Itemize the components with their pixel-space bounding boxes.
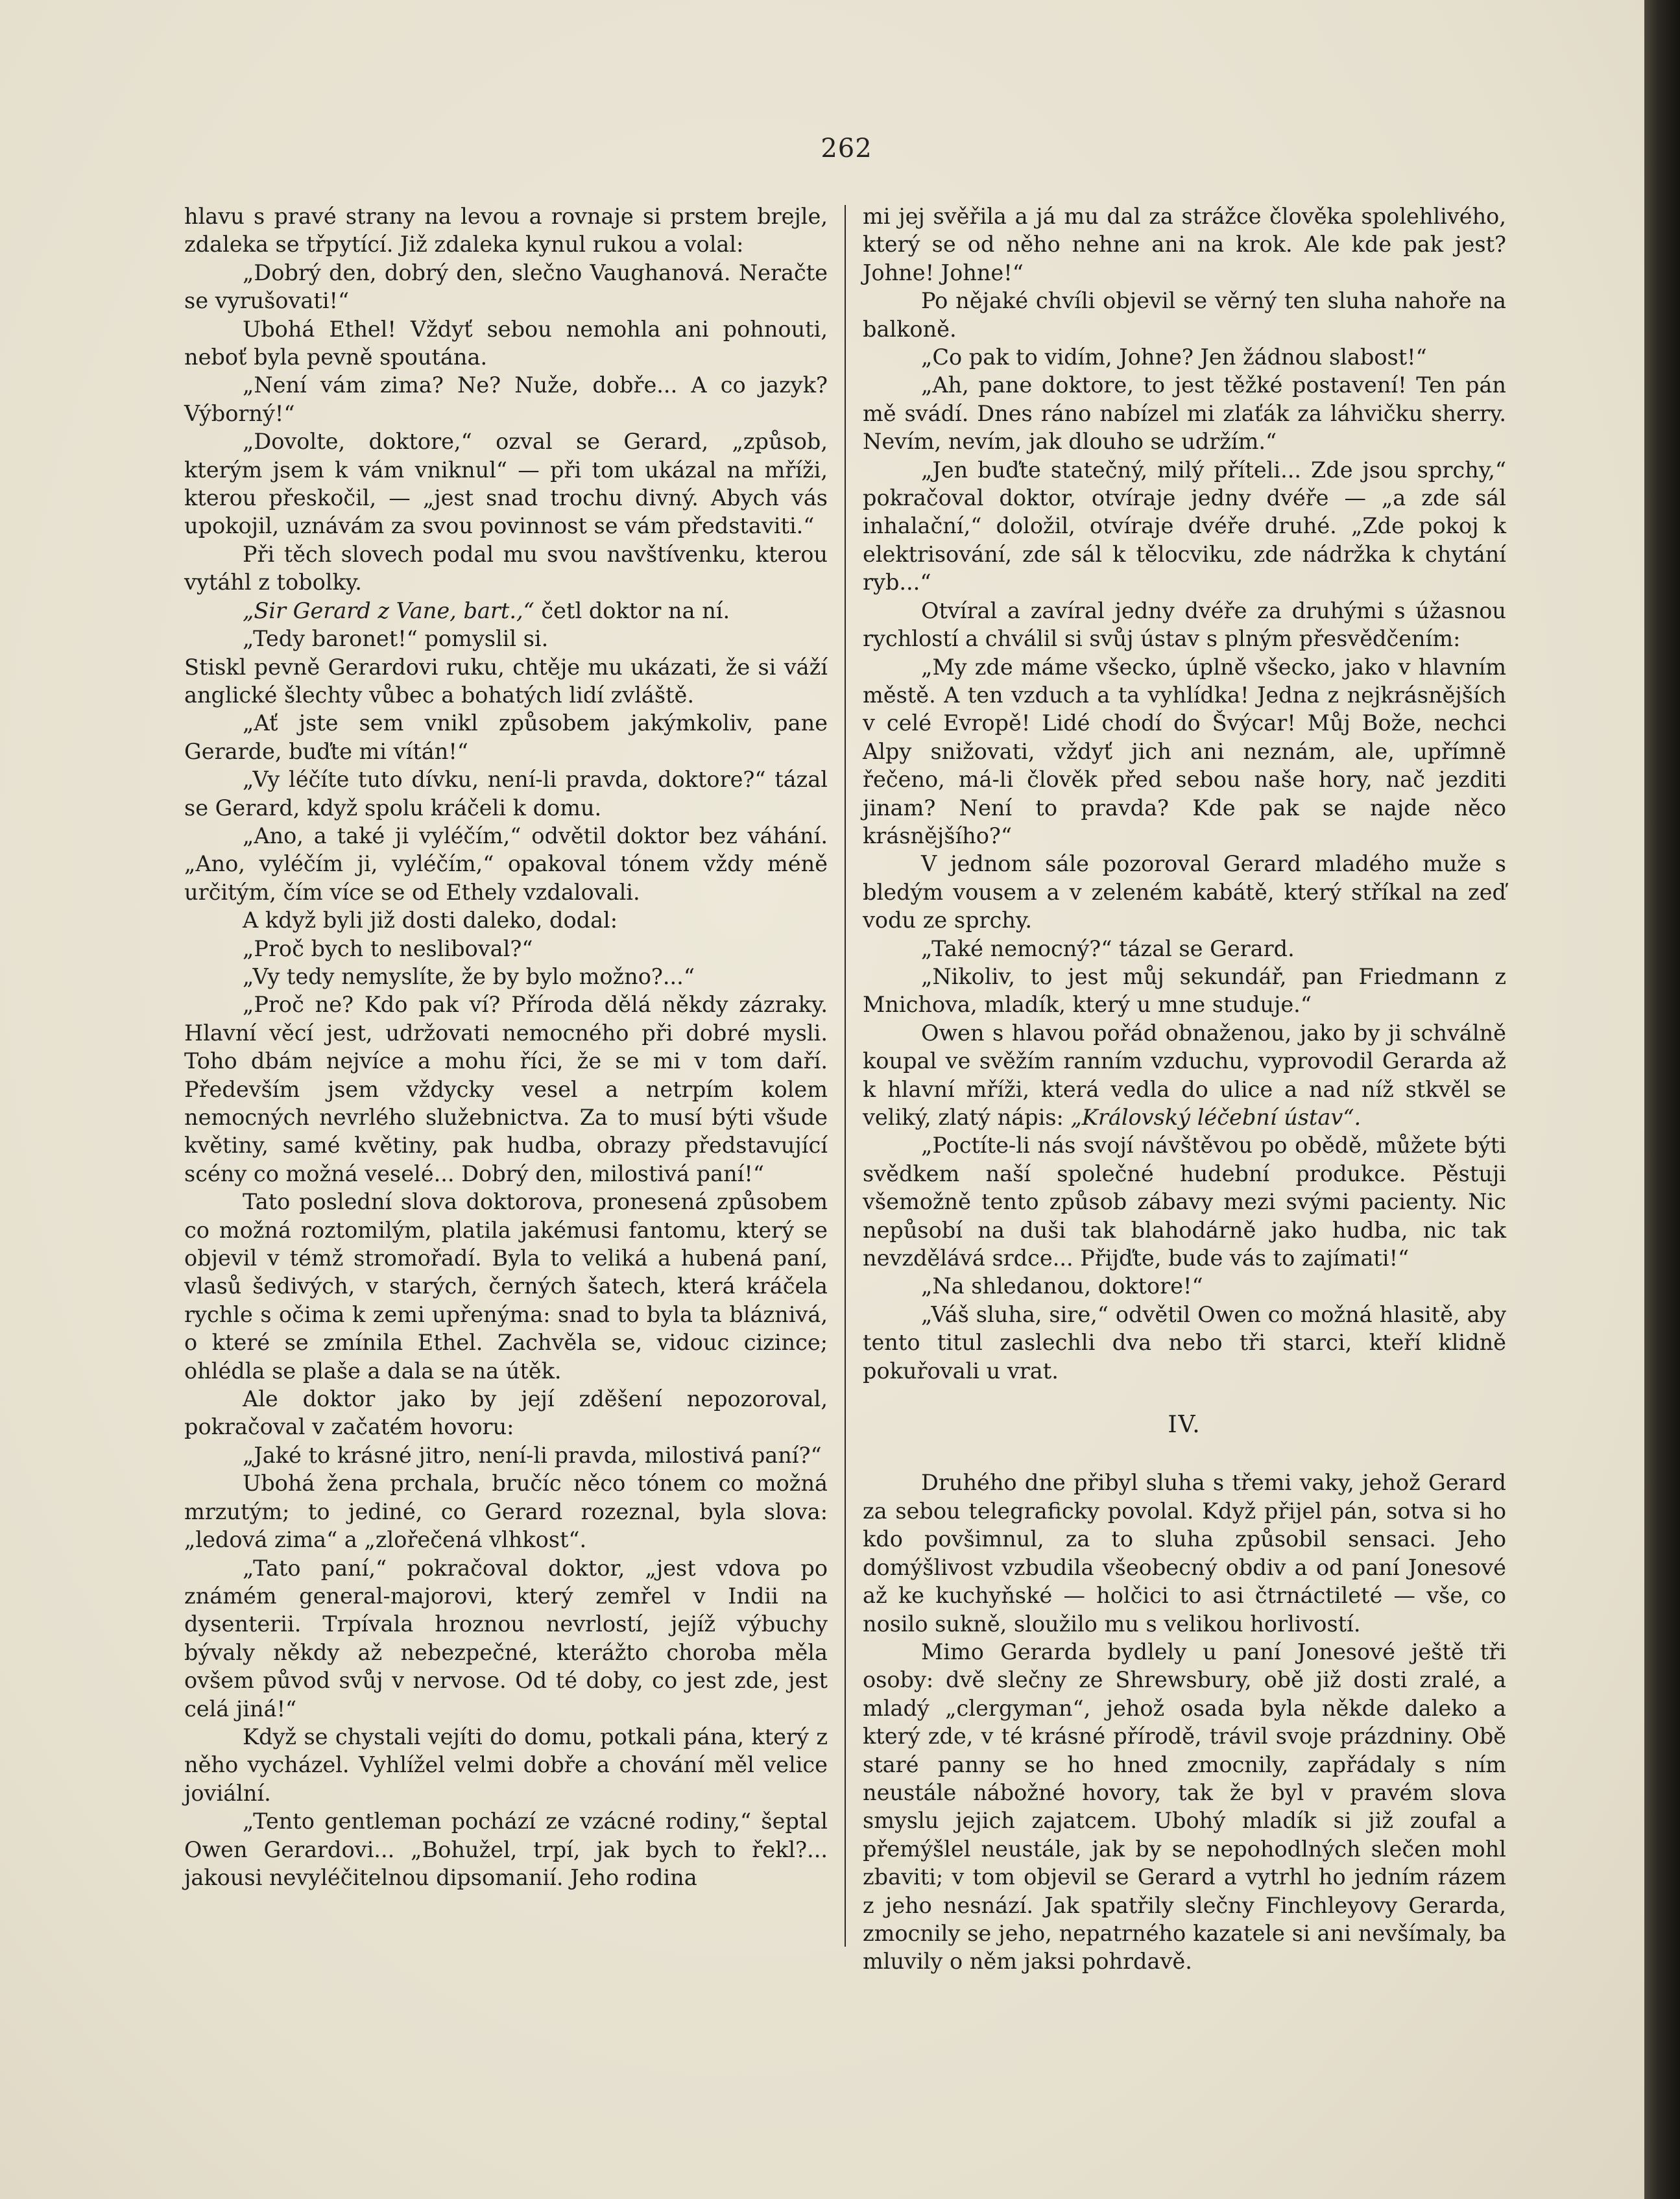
paragraph: „Co pak to vidím, Johne? Jen žádnou slabost!“ [921, 344, 1427, 370]
paragraph: Otvíral a zavíral jedny dvéře za druhými s úžasnou rychlostí a chválil si svůj ústav s plným přesvědčením: [863, 597, 1506, 652]
paragraph: „Váš sluha, sire,“ odvětil Owen co možná hlasitě, aby tento titul zaslechli dva nebo tři starci, kteří klidně pokuřovali u vrat. [863, 1301, 1506, 1384]
paragraph: „Tento gentleman pochází ze vzácné rodiny,“ šeptal Owen Gerardovi... „Bohužel, trpí, jak bych to řekl?... jakousi nevyléčitelnou dipsomanií. Jeho rodina [184, 1808, 828, 1890]
right-column [863, 202, 1506, 1976]
paragraph: Ale doktor jako by její zděšení nepozoroval, pokračoval v začatém hovoru: [184, 1386, 828, 1440]
card-name-italic: „Sir Gerard z Vane, bart.,“ [243, 597, 534, 623]
paragraph-tail: četl doktor na ní. [534, 597, 730, 623]
paragraph: Tato poslední slova doktorova, pronesená způsobem co možná roztomilým, platila jakémusi fantomu, který se objevil v témž stromořadí. Byla to veliká a hubená paní, vlasů šedivých, v starých, černých šatech, která kráčela rychle s očima k zemi upřenýma: snad to byla ta bláznivá, o které se zmínila Ethel. Zachvěla se, vidouc cizince; ohlédla se plaše a dala se na útěk. [184, 1189, 828, 1384]
paragraph: „Dovolte, doktore,“ ozval se Gerard, „způsob, kterým jsem k vám vniknul“ — při tom ukázal na mříži, kterou přeskočil, — „jest snad trochu divný. Abych vás upokojil, uznávám za svou povinnost se vám představiti.“ [184, 429, 828, 539]
paragraph: „Vy léčíte tuto dívku, není-li pravda, doktore?“ tázal se Gerard, když spolu kráčeli k domu. [184, 767, 828, 821]
paragraph: „Ať jste sem vnikl způsobem jakýmkoliv, pane Gerarde, buďte mi vítán!“ [184, 710, 828, 764]
column-divider [845, 205, 846, 1947]
paragraph: Druhého dne přibyl sluha s třemi vaky, jehož Gerard za sebou telegraficky povolal. Když přijel pán, sotva si ho kdo povšimnul, za to sluha způsobil sensaci. Jeho domýšlivost vzbudila všeobecný obdiv a od paní Jonesové až ke kuchyňské — holčici to asi čtrnáctileté — vše, co nosilo sukně, sloužilo mu s velikou horlivostí. [863, 1470, 1506, 1637]
paragraph-body: Owen s hlavou pořád obnaženou, jako by ji schválně koupal ve svěžím ranním vzduchu, vyprovodil Gerarda až k hlavní mříži, která vedla do ulice a nad níž stkvěl se veliký, zlatý nápis: [863, 1020, 1506, 1130]
paragraph: mi jej svěřila a já mu dal za strážce člověka spolehlivého, který se od něho nehne ani na krok. Ale kde pak jest? Johne! Johne!“ [863, 204, 1506, 285]
paragraph: Ubohá Ethel! Vždyť sebou nemohla ani pohnouti, neboť byla pevně spoutána. [184, 316, 828, 370]
paragraph: „Vy tedy nemyslíte, že by bylo možno?...“ [243, 963, 695, 989]
paragraph: Stiskl pevně Gerardovi ruku, chtěje mu ukázati, že si váží anglické šlechty vůbec a bohatých lidí zvláště. [184, 654, 828, 708]
paragraph: Ubohá žena prchala, bručíc něco tónem co možná mrzutým; to jediné, co Gerard rozeznal, byla slova: „ledová zima“ a „zlořečená vlhkost“. [184, 1471, 828, 1553]
paragraph-with-card-name [184, 597, 828, 625]
sign-italic: „Královský léčební ústav“. [1070, 1105, 1362, 1130]
page-number: 262 [821, 134, 872, 163]
paragraph: hlavu s pravé strany na levou a rovnaje si prstem brejle, zdaleka se třpytící. Již zdaleka kynul rukou a volal: [184, 204, 828, 258]
paragraph: „Není vám zima? Ne? Nuže, dobře... A co jazyk? Výborný!“ [184, 372, 828, 426]
paragraph: Když se chystali vejíti do domu, potkali pána, který z něho vycházel. Vyhlížel velmi dobře a chování měl velice joviální. [184, 1724, 828, 1806]
paragraph: Při těch slovech podal mu svou navštívenku, kterou vytáhl z tobolky. [184, 541, 828, 595]
paragraph: „Nikoliv, to jest můj sekundář, pan Friedmann z Mnichova, mladík, který u mne studuje.“ [863, 963, 1506, 1018]
paragraph: „Poctíte-li nás svojí návštěvou po obědě, můžete býti svědkem naší společné hudební produkce. Pěstuji všemožně tento způsob zábavy mezi svými pacienty. Nic nepůsobí na duši tak blahodárně jako hudba, nic tak nevzdělává srdce... Přijďte, bude vás to zajímati!“ [863, 1133, 1506, 1271]
paragraph: „Tedy baronet!“ pomyslil si. [243, 626, 549, 652]
paragraph: „Na shledanou, doktore!“ [921, 1273, 1203, 1299]
paragraph: „Dobrý den, dobrý den, slečno Vaughanová. Neračte se vyrušovati!“ [184, 259, 828, 314]
paragraph: Po nějaké chvíli objevil se věrný ten sluha nahoře na balkoně. [863, 288, 1506, 342]
paragraph: „Ah, pane doktore, to jest těžké postavení! Ten pán mě svádí. Dnes ráno nabízel mi zlaťák za láhvičku sherry. Nevím, nevím, jak dlouho se udržím.“ [863, 372, 1506, 455]
paragraph: Mimo Gerarda bydlely u paní Jonesové ještě tři osoby: dvě slečny ze Shrewsbury, obě již dosti zralé, a mladý „clergyman“, jehož osada byla někde daleko a který zde, v té krásné přírodě, trávil svoje prázdniny. Obě staré panny se ho hned zmocnily, zapřádaly s ním neustále nábožné hovory, tak že byl v pravém slova smyslu jejich zajatcem. Ubohý mladík si již zoufal a přemýšlel neustále, jak by se nepohodlných slečen mohl zbaviti; v tom objevil se Gerard a vytrhl ho jedním rázem z jeho nesnází. Jak spatřily slečny Finchleyovy Gerarda, zmocnily se jeho, nepatrného kazatele si ani nevšímaly, ba mluvily o něm jaksi pohrdavě. [863, 1639, 1506, 1975]
paragraph: „My zde máme všecko, úplně všecko, jako v hlavním městě. A ten vzduch a ta vyhlídka! Jedna z nejkrásnějších v celé Evropě! Lidé chodí do Švýcar! Můj Bože, nechci Alpy snižovati, vždyť jich ani neznám, ale, upřímně řečeno, má-li člověk před sebou naše hory, nač jezditi jinam? Není to pravda? Kde pak se najde něco krásnějšího?“ [863, 654, 1506, 848]
section-heading: IV. [1168, 1412, 1201, 1439]
paragraph: „Jen buďte statečný, milý příteli... Zde jsou sprchy,“ pokračoval doktor, otvíraje jedny dvéře — „a zde sál inhalační,“ doložil, otvíraje dvéře druhé. „Zde pokoj k elektrisování, zde sál k tělocviku, zde nádržka k chytání ryb...“ [863, 457, 1506, 595]
paragraph: V jednom sále pozoroval Gerard mladého muže s bledým vousem a v zeleném kabátě, který stříkal na zeď vodu ze sprchy. [863, 851, 1506, 933]
paragraph: „Jaké to krásné jitro, není-li pravda, milostivá paní?“ [243, 1442, 822, 1468]
paragraph: „Proč bych to nesliboval?“ [243, 935, 533, 961]
paragraph: „Proč ne? Kdo pak ví? Příroda dělá někdy zázraky. Hlavní věcí jest, udržovati nemocného při dobré mysli. Toho dbám nejvíce a mohu říci, že se mi v tom daří. Především jsem vždycky vesel a netrpím kolem nemocných nevrlého služebnictva. Za to musí býti všude květiny, samé květiny, pak hudba, obrazy představující scény co možná veselé... Dobrý den, milostivá paní!“ [184, 992, 828, 1186]
page-edge-shadow [1644, 0, 1680, 2199]
paragraph: „Tato paní,“ pokračoval doktor, „jest vdova po známém general-majorovi, který zemřel v Indii na dysenterii. Trpívala hroznou nevrlostí, jejíž výbuchy bývaly někdy až nebezpečné, kterážto choroba měla ovšem původ svůj v nervose. Od té doby, co jest zde, jest celá jiná!“ [184, 1555, 828, 1722]
paragraph-with-sign [863, 1019, 1506, 1132]
paragraph: A když byli již dosti daleko, dodal: [243, 907, 618, 933]
paragraph: „Ano, a také ji vyléčím,“ odvětil doktor bez váhání. „Ano, vyléčím ji, vyléčím,“ opakoval tónem vždy méně určitým, čím více se od Ethely vzdalovali. [184, 823, 828, 905]
left-column [184, 202, 828, 1892]
paragraph: „Také nemocný?“ tázal se Gerard. [921, 935, 1295, 961]
